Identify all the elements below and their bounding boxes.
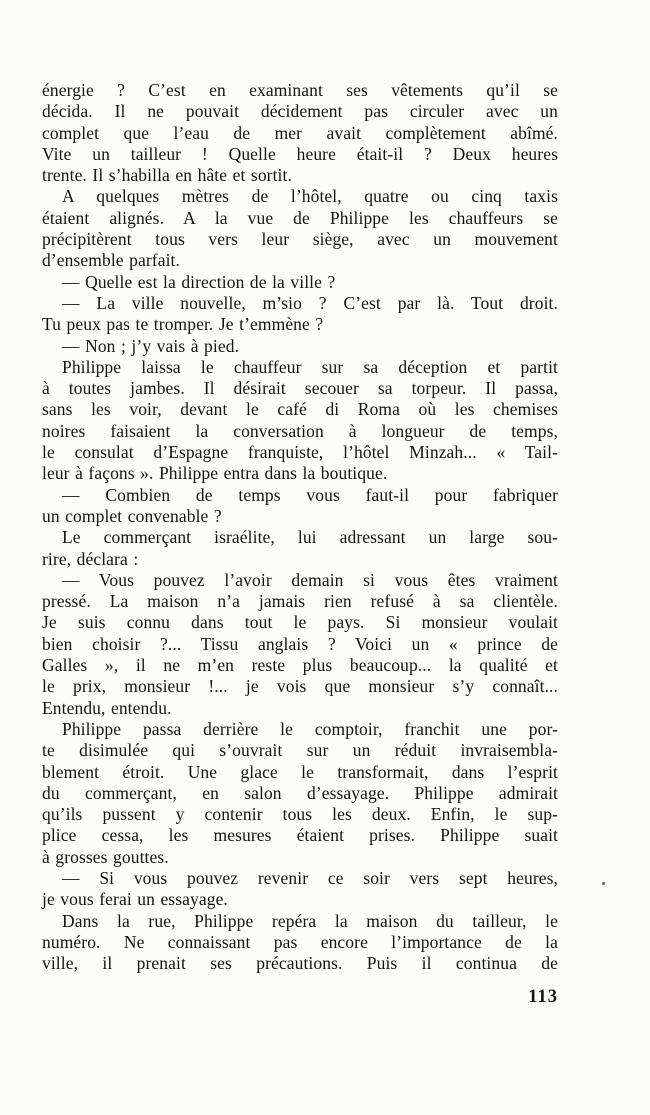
text-line: — Si vous pouvez revenir ce soir vers sept heures, — [62, 867, 558, 888]
text-line: — Quelle est la direction de la ville ? — [62, 271, 336, 292]
text-line: te disimulée qui s’ouvrait sur un réduit invraisembla- — [42, 740, 558, 761]
text-line: noires faisaient la conversation à longueur de temps, — [42, 420, 558, 441]
text-line: précipitèrent tous vers leur siège, avec un mouvement — [42, 229, 558, 250]
text-line: le prix, monsieur !... je vois que monsieur s’y connaît... — [42, 676, 558, 697]
text-line: Philippe passa derrière le comptoir, franchit une por- — [62, 718, 558, 739]
text-line: Tu peux pas te tromper. Je t’emmène ? — [42, 314, 324, 335]
text-line: à grosses gouttes. — [42, 846, 169, 867]
text-line: à toutes jambes. Il désirait secouer sa torpeur. Il passa, — [42, 378, 558, 399]
text-line: énergie ? C’est en examinant ses vêtements qu’il se — [42, 80, 558, 100]
text-line: d’ensemble parfait. — [42, 250, 180, 271]
text-line: leur à façons ». Philippe entra dans la boutique. — [42, 463, 388, 484]
text-line: — Vous pouvez l’avoir demain si vous êtes vraiment — [62, 569, 558, 590]
text-line: Vite un tailleur ! Quelle heure était-il ? Deux heures — [42, 143, 558, 164]
text-line: A quelques mètres de l’hôtel, quatre ou cinq taxis — [62, 186, 558, 207]
text-line: — Combien de temps vous faut-il pour fabriquer — [62, 484, 558, 505]
text-line: Dans la rue, Philippe repéra la maison du tailleur, le — [62, 910, 558, 931]
text-line: blement étroit. Une glace le transformait, dans l’esprit — [42, 761, 558, 782]
text-line: — La ville nouvelle, m’sio ? C’est par là. Tout droit. — [62, 292, 558, 313]
text-line: Je suis connu dans tout le pays. Si monsieur voulait — [42, 612, 558, 633]
text-line: sans les voir, devant le café di Roma où les chemises — [42, 399, 558, 420]
text-line: du commerçant, en salon d’essayage. Philippe admirait — [42, 782, 558, 803]
text-line: — Non ; j’y vais à pied. — [62, 335, 240, 356]
text-line: Entendu, entendu. — [42, 697, 172, 718]
text-block — [42, 80, 558, 974]
text-line: bien choisir ?... Tissu anglais ? Voici un « prince de — [42, 633, 558, 654]
page-number: 113 — [528, 987, 558, 1007]
text-line: pressé. La maison n’a jamais rien refusé à sa clientèle. — [42, 591, 558, 612]
text-line: Philippe laissa le chauffeur sur sa déception et partit — [62, 356, 558, 377]
text-line: décida. Il ne pouvait décidement pas circuler avec un — [42, 101, 558, 122]
text-line: Galles », il ne m’en reste plus beaucoup... la qualité et — [42, 655, 558, 676]
ink-speck — [602, 882, 605, 885]
text-line: je vous ferai un essayage. — [42, 889, 228, 910]
text-line: un complet convenable ? — [42, 505, 222, 526]
text-line: trente. Il s’habilla en hâte et sortit. — [42, 165, 292, 186]
text-line: étaient alignés. A la vue de Philippe les chauffeurs se — [42, 207, 558, 228]
text-line: ville, il prenait ses précautions. Puis il continua de — [42, 953, 558, 974]
text-line: Le commerçant israélite, lui adressant un large sou- — [62, 527, 558, 548]
text-line: numéro. Ne connaissant pas encore l’importance de la — [42, 931, 558, 952]
text-line: plice cessa, les mesures étaient prises. Philippe suait — [42, 825, 558, 846]
text-line: rire, déclara : — [42, 548, 139, 569]
text-line: qu’ils pussent y contenir tous les deux. Enfin, le sup- — [42, 804, 558, 825]
text-line: le consulat d’Espagne franquiste, l’hôtel Minzah... « Tail- — [42, 442, 558, 463]
text-line: complet que l’eau de mer avait complètement abîmé. — [42, 122, 558, 143]
